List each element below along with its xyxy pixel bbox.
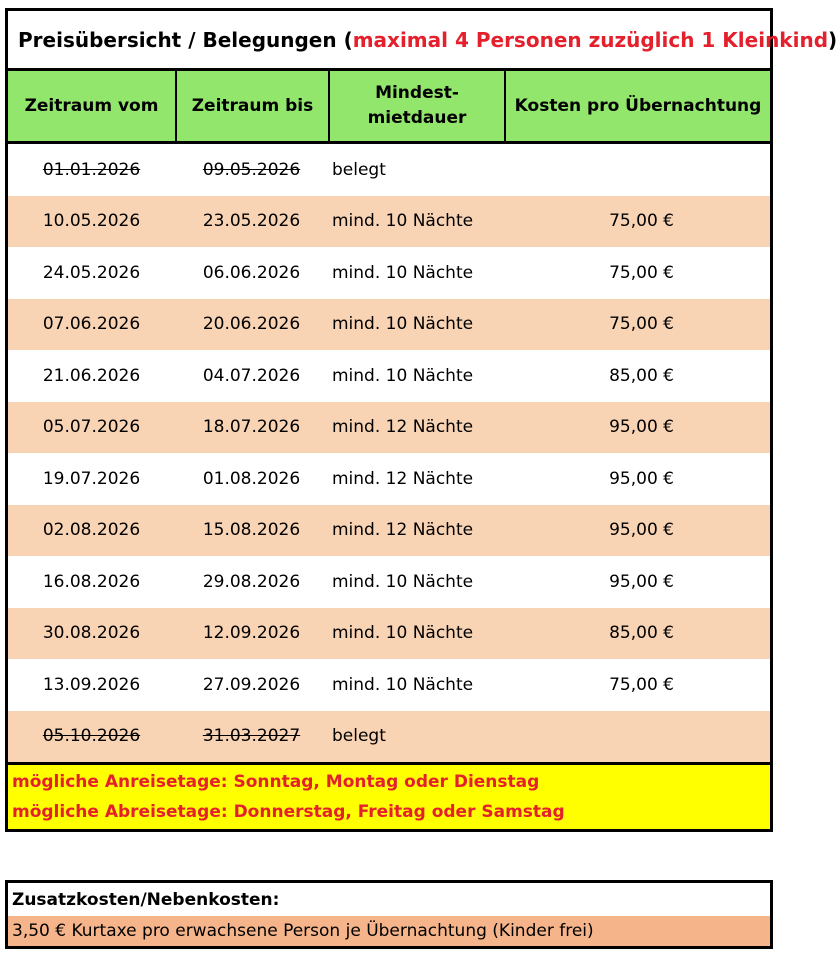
- arrival-days: mögliche Anreisetage: Sonntag, Montag oder Dienstag: [12, 772, 540, 792]
- cell-price: 75,00 €: [609, 314, 674, 335]
- cell-min-stay: mind. 10 Nächte: [332, 314, 474, 335]
- cell-from: 07.06.2026: [42, 314, 141, 335]
- cell-min-stay: belegt: [332, 726, 386, 747]
- table-row: [8, 453, 770, 505]
- cell-price: 75,00 €: [609, 674, 674, 695]
- table-header: [8, 71, 770, 144]
- cell-from: 24.05.2026: [42, 262, 141, 283]
- cell-min-stay: mind. 10 Nächte: [332, 211, 474, 232]
- table-row: [8, 556, 770, 608]
- cell-price: 85,00 €: [609, 623, 674, 644]
- table-row: [8, 402, 770, 454]
- header-from: Zeitraum vom: [24, 95, 159, 116]
- cell-from: 13.09.2026: [42, 674, 141, 695]
- cell-from: 19.07.2026: [42, 468, 141, 489]
- cell-to: 27.09.2026: [202, 674, 301, 695]
- table-row: [8, 608, 770, 660]
- header-min-line1: Mindest-: [375, 83, 459, 104]
- cell-to: 12.09.2026: [202, 623, 301, 644]
- cell-to: 31.03.2027: [202, 726, 301, 747]
- cell-from: 02.08.2026: [42, 520, 141, 541]
- cell-price: 95,00 €: [609, 520, 674, 541]
- cell-from: 10.05.2026: [42, 211, 141, 232]
- cell-min-stay: mind. 10 Nächte: [332, 674, 474, 695]
- cell-min-stay: belegt: [332, 159, 386, 180]
- cell-from: 01.01.2026: [42, 159, 141, 180]
- cell-min-stay: mind. 10 Nächte: [332, 623, 474, 644]
- table-row: [8, 196, 770, 248]
- travel-days-note: [8, 762, 770, 829]
- cell-from: 30.08.2026: [42, 623, 141, 644]
- cell-min-stay: mind. 10 Nächte: [332, 262, 474, 283]
- cell-min-stay: mind. 12 Nächte: [332, 520, 474, 541]
- cell-min-stay: mind. 10 Nächte: [332, 365, 474, 386]
- table-row: [8, 350, 770, 402]
- header-cost: Kosten pro Übernachtung: [504, 71, 770, 141]
- cell-price: 85,00 €: [609, 365, 674, 386]
- title-main: Preisübersicht / Belegungen (: [18, 27, 353, 52]
- title-close: ): [828, 27, 837, 52]
- cell-from: 21.06.2026: [42, 365, 141, 386]
- cell-from: 05.07.2026: [42, 417, 141, 438]
- cell-min-stay: mind. 12 Nächte: [332, 468, 474, 489]
- cell-price: 95,00 €: [609, 468, 674, 489]
- cell-price: [504, 711, 770, 763]
- cell-price: 75,00 €: [609, 262, 674, 283]
- header-to: Zeitraum bis: [175, 71, 328, 141]
- cell-to: 29.08.2026: [202, 571, 301, 592]
- cell-price: 95,00 €: [609, 571, 674, 592]
- table-title: [8, 11, 837, 71]
- title-highlight: maximal 4 Personen zuzüglich 1 Kleinkind: [352, 27, 829, 52]
- cell-price: 75,00 €: [609, 211, 674, 232]
- cell-to: 04.07.2026: [202, 365, 301, 386]
- cell-price: 95,00 €: [609, 417, 674, 438]
- cell-min-stay: mind. 10 Nächte: [332, 571, 474, 592]
- cell-from: 05.10.2026: [42, 726, 141, 747]
- table-row: [8, 659, 770, 711]
- cell-to: 23.05.2026: [202, 211, 301, 232]
- cell-min-stay: mind. 12 Nächte: [332, 417, 474, 438]
- table-row: [8, 247, 770, 299]
- cell-from: 16.08.2026: [42, 571, 141, 592]
- tourist-tax-line: 3,50 € Kurtaxe pro erwachsene Person je Übernachtung (Kinder frei): [8, 916, 770, 946]
- cell-to: 20.06.2026: [202, 314, 301, 335]
- cell-to: 18.07.2026: [202, 417, 301, 438]
- header-min-stay: [328, 71, 504, 141]
- cell-to: 06.06.2026: [202, 262, 301, 283]
- table-body: [8, 144, 770, 762]
- header-min-line2: mietdauer: [367, 108, 467, 128]
- table-row: [8, 711, 770, 763]
- table-row: [8, 299, 770, 351]
- departure-days: mögliche Abreisetage: Donnerstag, Freitag oder Samstag: [12, 802, 565, 822]
- cell-to: 09.05.2026: [202, 159, 301, 180]
- cell-to: 15.08.2026: [202, 520, 301, 541]
- additional-costs: [5, 880, 773, 949]
- price-table: [5, 8, 837, 832]
- cell-price: [504, 144, 770, 196]
- cell-to: 01.08.2026: [202, 468, 301, 489]
- table-row: [8, 505, 770, 557]
- table-row: [8, 144, 770, 196]
- additional-costs-heading: Zusatzkosten/Nebenkosten:: [12, 889, 280, 910]
